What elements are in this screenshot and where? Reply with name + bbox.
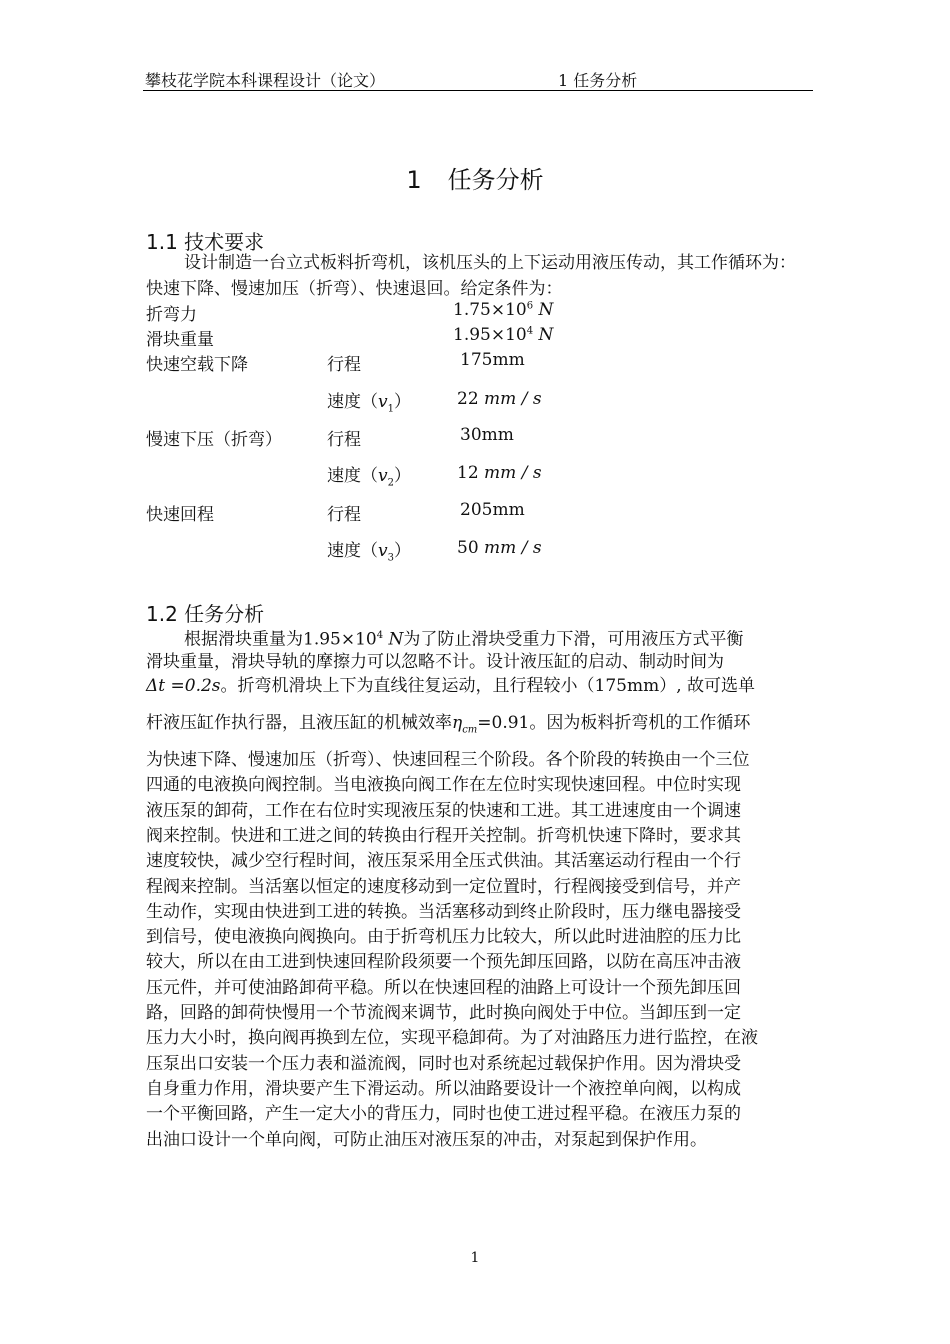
fast-down-speed-label — [327, 387, 411, 414]
analysis-line: 一个平衡回路，产生一定大小的背压力，同时也使工进过程平稳。在液压力泵的 — [146, 1104, 741, 1125]
slow-press-stroke-value: 30mm — [460, 425, 514, 445]
fast-return-label: 快速回程 — [146, 505, 214, 525]
weight-label: 滑块重量 — [146, 330, 214, 350]
analysis-line: 速度较快，减少空行程时间，液压泵采用全压式供油。其活塞运动行程由一个行 — [146, 851, 741, 872]
speed-label-close: ） — [393, 466, 411, 486]
speed-label-text: 速度（ — [327, 541, 378, 561]
speed-unit: mm / s — [484, 538, 542, 558]
weight-value — [453, 325, 553, 345]
analysis-line-4-start: 杆液压缸作执行器，且液压缸的机械效率 — [146, 713, 452, 733]
force-value — [453, 300, 553, 320]
fast-return-stroke-label: 行程 — [327, 505, 361, 525]
analysis-line: 程阀来控制。当活塞以恒定的速度移动到一定位置时，行程阀接受到信号，并产 — [146, 876, 741, 897]
analysis-line: 较大，所以在由工进到快速回程阶段须要一个预先卸压回路，以防在高压冲击液 — [146, 952, 741, 973]
force-unit: N — [538, 300, 554, 320]
analysis-line-2: 滑块重量，滑块导轨的摩擦力可以忽略不计。设计液压缸的启动、制动时间为 — [146, 652, 724, 672]
analysis-line: 路，回路的卸荷快慢用一个节流阀来调节，此时换向阀处于中位。当卸压到一定 — [146, 1003, 741, 1023]
speed-label-text: 速度（ — [327, 466, 378, 486]
section1-intro: 设计制造一台立式板料折弯机，该机压头的上下运动用液压传动，其工作循环为：快速下降、慢速加压（折弯）、快速退回。给定条件为： — [146, 253, 796, 299]
analysis-line: 液压泵的卸荷，工作在右位时实现液压泵的快速和工进。其工进速度由一个调速 — [146, 800, 741, 821]
analysis-weight-unit: N — [388, 629, 404, 650]
force-mantissa: 1.75×10 — [453, 300, 527, 320]
speed-label-close: ） — [393, 392, 411, 412]
fast-return-speed-value — [457, 538, 542, 558]
analysis-line: 四通的电液换向阀控制。当电液换向阀工作在左位时实现快速回程。中位时实现 — [146, 775, 741, 796]
fast-return-speed-number: 50 — [457, 538, 479, 558]
analysis-line-4 — [146, 710, 812, 743]
fast-return-stroke-value: 205mm — [460, 500, 525, 520]
fast-down-stroke-value: 175mm — [460, 350, 525, 370]
v-symbol: v — [378, 392, 388, 412]
slow-press-speed-label — [327, 461, 411, 488]
brake-time-formula: Δt =0.2s — [146, 676, 221, 696]
weight-unit: N — [538, 325, 554, 345]
analysis-line: 生动作，实现由快进到工进的转换。当活塞移动到终止阶段时，压力继电器接受 — [146, 901, 741, 922]
analysis-line: 压元件，并可使油路卸荷平稳。所以在快速回程的油路上可设计一个预先卸压回 — [146, 977, 741, 998]
chapter-number: 1 — [406, 166, 422, 194]
analysis-line: 为快速下降、慢速加压（折弯）、快速回程三个阶段。各个阶段的转换由一个三位 — [146, 750, 750, 770]
weight-exponent: 4 — [526, 325, 534, 337]
analysis-line-3 — [146, 673, 812, 699]
speed-label-text: 速度（ — [327, 392, 378, 412]
fast-down-stroke-label: 行程 — [327, 355, 361, 375]
analysis-line: 出油口设计一个单向阀，可防止油压对液压泵的冲击，对泵起到保护作用。 — [146, 1129, 707, 1150]
force-label: 折弯力 — [146, 305, 197, 325]
chapter-title-text: 任务分析 — [447, 166, 544, 194]
section-heading-1: 1.1 技术要求 — [146, 230, 265, 254]
v-symbol: v — [378, 541, 388, 561]
analysis-line: 自身重力作用，滑块要产生下滑运动。所以油路要设计一个液控单向阀，以构成 — [146, 1078, 741, 1099]
chapter-title — [0, 160, 950, 195]
page-header — [143, 64, 813, 91]
weight-mantissa: 1.95×10 — [453, 325, 527, 345]
speed-unit: mm / s — [484, 389, 542, 409]
eta-subscript: cm — [462, 724, 478, 736]
analysis-line: 到信号，使电液换向阀换向。由于折弯机压力比较大，所以此时进油腔的压力比 — [146, 927, 741, 948]
fast-down-label: 快速空载下降 — [146, 355, 248, 375]
speed-unit: mm / s — [484, 463, 542, 483]
eta-value: =0.91 — [477, 713, 530, 733]
force-exponent: 6 — [526, 300, 534, 312]
v1-subscript: 1 — [387, 403, 394, 415]
analysis-line-1-start: 根据滑块重量为 — [184, 629, 303, 650]
analysis-weight-exponent: 4 — [376, 630, 384, 641]
analysis-line: 压泵出口安装一个压力表和溢流阀，同时也对系统起过载保护作用。因为滑块受 — [146, 1053, 741, 1074]
v3-subscript: 3 — [387, 552, 394, 564]
slow-press-speed-value — [457, 463, 542, 483]
eta-symbol: η — [452, 713, 463, 733]
analysis-line-4-end: 。因为板料折弯机的工作循环 — [529, 713, 751, 733]
analysis-line-1-end: 为了防止滑块受重力下滑，可用液压方式平衡 — [403, 629, 744, 650]
fast-down-speed-number: 22 — [457, 389, 479, 409]
speed-label-close: ） — [393, 541, 411, 561]
analysis-line-3-text: 。折弯机滑块上下为直线往复运动，且行程较小（175mm）, 故可选单 — [220, 676, 756, 696]
analysis-weight-mantissa: 1.95×10 — [303, 629, 377, 650]
analysis-line: 压力大小时，换向阀再换到左位，实现平稳卸荷。为了对油路压力进行监控，在液 — [146, 1028, 758, 1049]
header-institution: 攀枝花学院本科课程设计（论文） — [145, 71, 386, 90]
fast-down-speed-value — [457, 389, 542, 409]
fast-return-speed-label — [327, 536, 411, 563]
v2-subscript: 2 — [387, 477, 394, 489]
slow-press-speed-number: 12 — [457, 463, 479, 483]
slow-press-stroke-label: 行程 — [327, 430, 361, 450]
v-symbol: v — [378, 466, 388, 486]
section-heading-2: 1.2 任务分析 — [146, 602, 265, 626]
page-number: 1 — [470, 1250, 480, 1266]
slow-press-label: 慢速下压（折弯） — [146, 430, 282, 450]
header-chapter: 1 任务分析 — [558, 71, 638, 90]
analysis-line: 阀来控制。快进和工进之间的转换由行程开关控制。折弯机快速下降时，要求其 — [146, 825, 741, 846]
